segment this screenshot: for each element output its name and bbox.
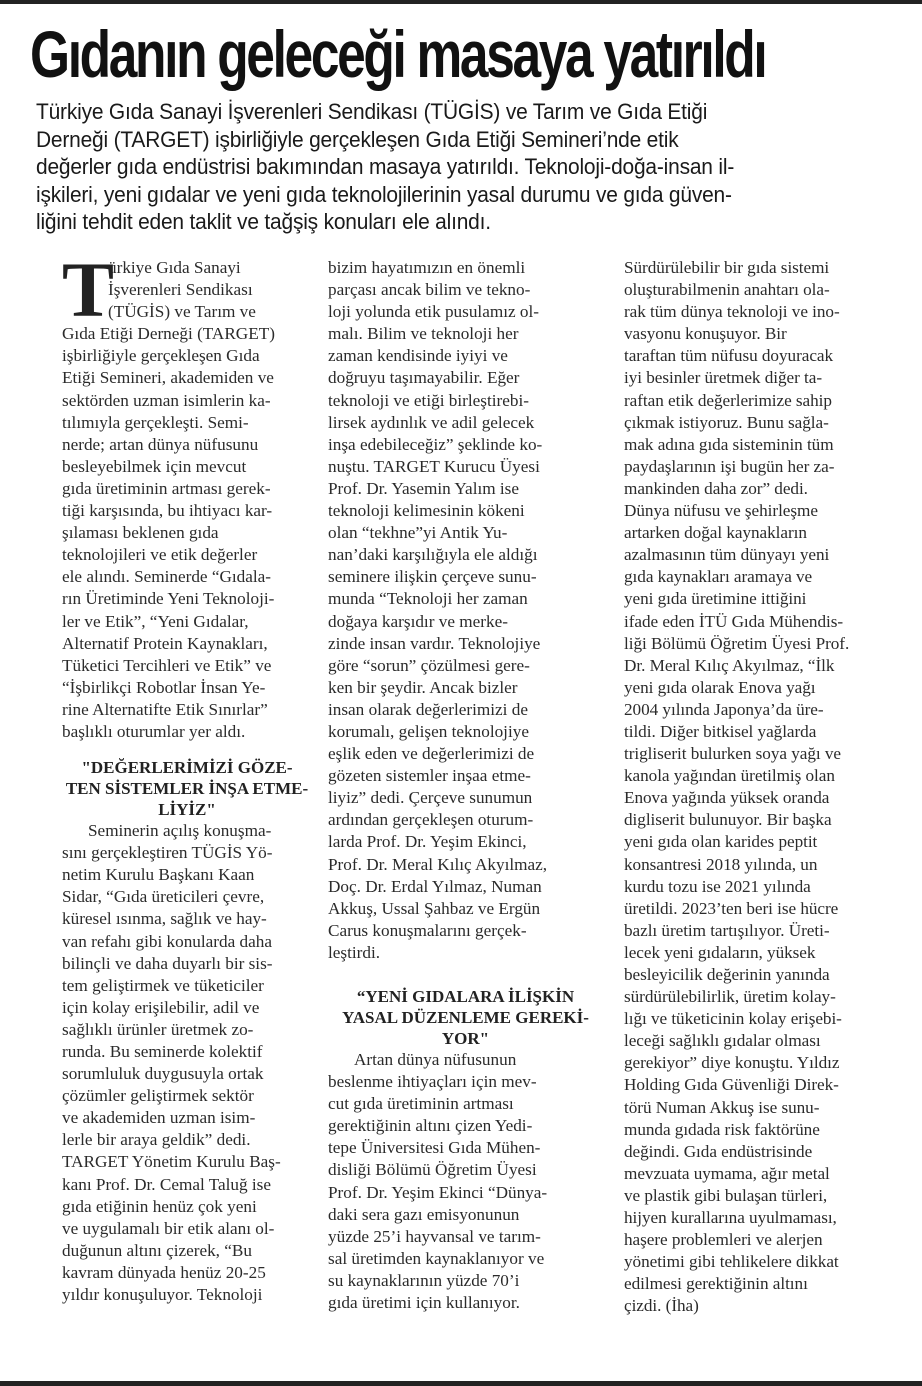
text-line: munda “Teknoloji her zaman — [328, 589, 528, 609]
text-line: üretildi. 2023’ten beri ise hücre — [624, 898, 839, 918]
text-line: tılımıyla gerçekleşti. Semi- — [62, 412, 249, 432]
text-line: sal üretimden kaynaklanıyor ve — [328, 1248, 545, 1268]
text-line: Dr. Meral Kılıç Akyılmaz, “İlk — [624, 655, 835, 675]
text-line: Prof. Dr. Yeşim Ekinci “Dünya- — [328, 1182, 548, 1202]
text-line: yönetimi gibi tehlikelere dikkat — [624, 1252, 839, 1272]
subheading-1 — [62, 757, 312, 820]
text-line: LİYİZ" — [158, 800, 216, 820]
text-line: ve akademiden uzman isim- — [62, 1108, 256, 1128]
text-line: rak tüm dünya teknoloji ve ino- — [624, 302, 840, 322]
text-line: bilinçli ve daha duyarlı bir sis- — [62, 953, 273, 973]
text-line: nuştu. TARGET Kurucu Üyesi — [328, 456, 540, 476]
text-line: kurdu tozu ise 2021 yılında — [624, 876, 811, 896]
text-line: Sidar, “Gıda üreticileri çevre, — [62, 887, 265, 907]
text-line: sürdürülebilirlik, üretim kolay- — [624, 987, 836, 1007]
text-line: ken bir şeydir. Ancak bizler — [328, 677, 518, 697]
text-line: Carus konuşmalarını gerçek- — [328, 920, 527, 940]
text-line: Alternatif Protein Kaynakları, — [62, 633, 268, 653]
text-line: işbirliğiyle gerçekleşen Gıda — [62, 346, 260, 366]
text-line: Prof. Dr. Meral Kılıç Akyılmaz, — [328, 854, 548, 874]
text-line: van refahı gibi konularda daha — [62, 931, 272, 951]
text-line: törü Numan Akkuş ise sunu- — [624, 1097, 820, 1117]
subheading-2 — [328, 986, 603, 1049]
lead-paragraph — [36, 98, 896, 236]
text-line: göre “sorun” çözülmesi gere- — [328, 655, 530, 675]
text-line: paydaşlarının işi bugün her za- — [624, 456, 835, 476]
text-line: lecek yeni gıdaların, yüksek — [624, 942, 816, 962]
headline-text: Gıdanın geleceği masaya yatırıldı — [30, 17, 766, 91]
text-line: tepe Üniversitesi Gıda Mühen- — [328, 1138, 541, 1158]
text-line: beslenme ihtiyaçları için mev- — [328, 1072, 537, 1092]
text-line: sorumluluk duygusuyla ortak — [62, 1064, 264, 1084]
text-line: seminere ilişkin çerçeve sunu- — [328, 567, 537, 587]
text-line: Artan dünya nüfusunun — [354, 1050, 517, 1069]
text-line: mak adına gıda sisteminin tüm — [624, 434, 834, 454]
text-line: mevzuata uymama, ağır metal — [624, 1163, 830, 1183]
text-line: gerektiğinin altını çizen Yedi- — [328, 1116, 533, 1136]
text-line: edilmesi gerektiğinin altını — [624, 1274, 808, 1294]
text-line: teknoloji ve etiği birleştirebi- — [328, 390, 529, 410]
text-line: YASAL DÜZENLEME GEREKİ- — [342, 1008, 589, 1027]
text-line: teknolojileri ve etik değerler — [62, 545, 258, 565]
text-line: “İşbirlikçi Robotlar İnsan Ye- — [62, 677, 266, 697]
text-line: gıda üretimi için kullanıyor. — [328, 1293, 520, 1313]
text-line: iyi besinler üretmek diğer ta- — [624, 368, 822, 388]
text-line: 2004 yılında Japonya’da üre- — [624, 699, 824, 719]
text-line: ürkiye Gıda Sanayi — [108, 258, 241, 277]
text-line: nerde; artan dünya nüfusunu — [62, 434, 259, 454]
text-line: TEN SİSTEMLER İNŞA ETME- — [65, 779, 309, 799]
text-line: Tüketici Tercihleri ve Etik” ve — [62, 655, 272, 675]
text-line: kanı Prof. Dr. Cemal Taluğ ise — [62, 1174, 271, 1194]
text-line: sektörden uzman isimlerin ka- — [62, 390, 271, 410]
text-line: tildi. Diğer bitkisel yağlarda — [624, 721, 817, 741]
text-line: değerler gıda endüstrisi bakımından masaya yatırıldı. Teknoloji-doğa-insan il- — [36, 154, 735, 179]
text-line: TARGET Yönetim Kurulu Baş- — [62, 1152, 281, 1172]
text-line: Akkuş, Ussal Şahbaz ve Ergün — [328, 898, 541, 918]
text-line: lığı ve tüketicinin kolay erişebi- — [624, 1009, 842, 1029]
text-line: yıldır konuşuluyor. Teknoloji — [62, 1285, 263, 1305]
text-line: gıda etiğinin henüz çok yeni — [62, 1196, 257, 1216]
text-line: olan “tekhne”yi Antik Yu- — [328, 523, 508, 543]
text-line: vasyonu konuşuyor. Bir — [624, 324, 787, 344]
text-line: şılaması beklenen gıda — [62, 523, 219, 543]
col1-body-2 — [62, 820, 312, 1306]
text-line: netim Kurulu Başkanı Kaan — [62, 865, 255, 885]
text-line: başlıklı oturumlar yer aldı. — [62, 721, 246, 741]
text-line: çözümler geliştirmek sektör — [62, 1086, 254, 1106]
text-line: konsantresi 2018 yılında, un — [624, 854, 818, 874]
text-line: gerekiyor” diye konuştu. Yıldız — [624, 1053, 840, 1073]
text-line: leştirdi. — [328, 942, 381, 962]
text-line: doğaya karşıdır ve merke- — [328, 611, 508, 631]
text-line: bizim hayatımızın en önemli — [328, 258, 526, 277]
text-line: disliği Bölümü Öğretim Üyesi — [328, 1160, 537, 1180]
text-line: Doç. Dr. Erdal Yılmaz, Numan — [328, 876, 542, 896]
text-line: korumalı, gelişen teknolojiye — [328, 721, 529, 741]
text-line: için kolay erişilebilir, adil ve — [62, 997, 260, 1017]
dropcap-block — [62, 246, 312, 333]
text-line: besleyebilmek için mevcut — [62, 456, 247, 476]
text-line: oluşturabilmenin anahtarı ola- — [624, 280, 830, 300]
text-line: rın Üretiminde Yeni Teknoloji- — [62, 589, 275, 609]
text-line: trigliserit bulurken soya yağı ve — [624, 744, 841, 764]
text-line: Sürdürülebilir bir gıda sistemi — [624, 258, 830, 277]
text-line: Türkiye Gıda Sanayi İşverenleri Sendikası (TÜGİS) ve Tarım ve Gıda Etiği — [36, 99, 708, 124]
text-line: ardından gerçekleşen oturum- — [328, 810, 534, 830]
text-line: ve plastik gibi bulaşan türleri, — [624, 1185, 828, 1205]
text-line: zaman kendisinde iyiyi ve — [328, 346, 508, 366]
text-line: liğini tehdit eden taklit ve tağşiş konuları ele alındı. — [36, 209, 491, 234]
col3-body-1 — [624, 257, 914, 1318]
text-line: kanola yağından üretilmiş olan — [624, 766, 835, 786]
text-line: loji yolunda etik pusulamız ol- — [328, 302, 539, 322]
text-line: Enova yağında yüksek oranda — [624, 788, 830, 808]
text-line: munda gıdada risk faktörüne — [624, 1119, 820, 1139]
text-line: bazlı üretim tartışılıyor. Üreti- — [624, 920, 830, 940]
text-line: “YENİ GIDALARA İLİŞKİN — [356, 987, 575, 1006]
text-line: haşere problemleri ve alerjen — [624, 1230, 823, 1250]
column-2 — [328, 257, 603, 1314]
text-line: değindi. Gıda endüstrisinde — [624, 1141, 813, 1161]
text-line: gıda üretiminin artması gerek- — [62, 478, 271, 498]
text-line: parçası ancak bilim ve tekno- — [328, 280, 531, 300]
text-line: Derneği (TARGET) işbirliğiyle gerçekleşen Gıda Etiği Semineri’nde etik — [36, 126, 679, 152]
text-line: azalmasının tüm dünyayı yeni — [624, 545, 830, 565]
text-line: gözeten sistemler inşaa etme- — [328, 766, 531, 786]
text-line: lerle bir araya geldik” dedi. — [62, 1130, 251, 1150]
bottom-rule — [0, 1381, 922, 1386]
text-line: sağlıklı ürünler üretmek zo- — [62, 1019, 254, 1039]
text-line: Seminerin açılış konuşma- — [88, 821, 272, 841]
text-line: tem geliştirmek ve tüketiciler — [62, 975, 264, 995]
text-line: Dünya nüfusu ve şehirleşme — [624, 501, 818, 521]
text-line: rine Alternatifte Etik Sınırlar” — [62, 699, 268, 719]
text-line: hijyen kurallarına uyulmaması, — [624, 1208, 837, 1228]
text-line: Holding Gıda Güvenliği Direk- — [624, 1075, 839, 1095]
column-3 — [624, 257, 914, 1318]
text-line: raftan etik değerlerimize sahip — [624, 390, 832, 410]
text-line: teknoloji kelimesinin kökeni — [328, 501, 525, 521]
text-line: Prof. Dr. Yasemin Yalım ise — [328, 478, 519, 498]
text-line: artarken doğal kaynakların — [624, 523, 807, 543]
text-line: zinde insan vardır. Teknolojiye — [328, 633, 541, 653]
text-line: YOR" — [441, 1029, 490, 1048]
text-line: tiği karşısında, bu ihtiyacı kar- — [62, 501, 273, 521]
text-line: çizdi. (İha) — [624, 1296, 699, 1316]
text-line: cut gıda üretiminin artması — [328, 1094, 514, 1114]
text-line: yüzde 25’i hayvansal ve tarım- — [328, 1226, 541, 1246]
text-line: yeni gıda olarak Enova yağı — [624, 677, 816, 697]
text-line: larda Prof. Dr. Yeşim Ekinci, — [328, 832, 527, 852]
text-line: malı. Bilim ve teknoloji her — [328, 324, 519, 344]
text-line: ler ve Etik”, “Yeni Gıdalar, — [62, 611, 249, 631]
col1-body-1 — [62, 323, 312, 743]
text-line: (TÜGİS) ve Tarım ve — [108, 302, 256, 322]
text-line: işkileri, yeni gıdalar ve yeni gıda teknolojilerinin yasal durumu ve gıda güven- — [36, 181, 732, 207]
text-line: su kaynaklarının yüzde 70’i — [328, 1270, 520, 1290]
text-line: "DEĞERLERİMİZİ GÖZE- — [81, 758, 293, 778]
text-line: gıda kaynakları aramaya ve — [624, 567, 813, 587]
text-line: liği Bölümü Öğretim Üyesi Prof. — [624, 633, 850, 653]
text-line: çıkmak istiyoruz. Bunu sağla- — [624, 412, 829, 432]
text-line: yeni gıda üretimine ittiğini — [624, 589, 807, 609]
text-line: liyiz” dedi. Çerçeve sunumun — [328, 788, 533, 808]
col2-body-2 — [328, 1049, 603, 1314]
text-line: lirsek aydınlık ve adil gelecek — [328, 412, 535, 432]
headline — [30, 17, 766, 91]
text-line: yeni gıda olan karides peptit — [624, 832, 818, 852]
col2-body-1 — [328, 257, 603, 964]
text-line: duğunun altını çizerek, “Bu — [62, 1240, 252, 1260]
text-line: insan olarak değerlerimizi de — [328, 699, 528, 719]
column-1 — [62, 246, 312, 1306]
text-line: runda. Bu seminerde kolektif — [62, 1042, 263, 1061]
text-line: küresel ısınma, sağlık ve hay- — [62, 909, 267, 929]
text-line: digliserit bulunuyor. Bir başka — [624, 810, 832, 830]
text-line: ve uygulamalı bir etik alanı ol- — [62, 1218, 275, 1238]
text-line: Gıda Etiği Derneği (TARGET) — [62, 324, 275, 344]
text-line: kavram dünyada henüz 20-25 — [62, 1262, 266, 1282]
text-line: nan’daki karşılığıyla ele aldığı — [328, 545, 538, 565]
text-line: İşverenleri Sendikası — [108, 280, 253, 300]
text-line: eşlik eden ve değerlerimizi de — [328, 744, 535, 764]
text-line: sını gerçekleştiren TÜGİS Yö- — [62, 843, 273, 863]
text-line: doğruyu taşımayabilir. Eğer — [328, 368, 520, 388]
text-line: ifade eden İTÜ Gıda Mühendis- — [624, 611, 844, 631]
dropcap-letter: T — [62, 246, 115, 333]
text-line: taraftan tüm nüfusu doyuracak — [624, 346, 834, 366]
text-line: Etiği Semineri, akademiden ve — [62, 368, 274, 388]
text-line: inşa edebileceğiz” şeklinde ko- — [328, 434, 543, 454]
text-line: ele alındı. Seminerde “Gıdala- — [62, 567, 272, 587]
text-line: besleyicilik değerinin yanında — [624, 965, 830, 984]
text-line: mankinden daha zor” dedi. — [624, 478, 808, 498]
top-rule — [0, 0, 922, 4]
text-line: leceği sağlıklı gıdalar olması — [624, 1031, 821, 1051]
text-line: daki sera gazı emisyonunun — [328, 1204, 520, 1224]
